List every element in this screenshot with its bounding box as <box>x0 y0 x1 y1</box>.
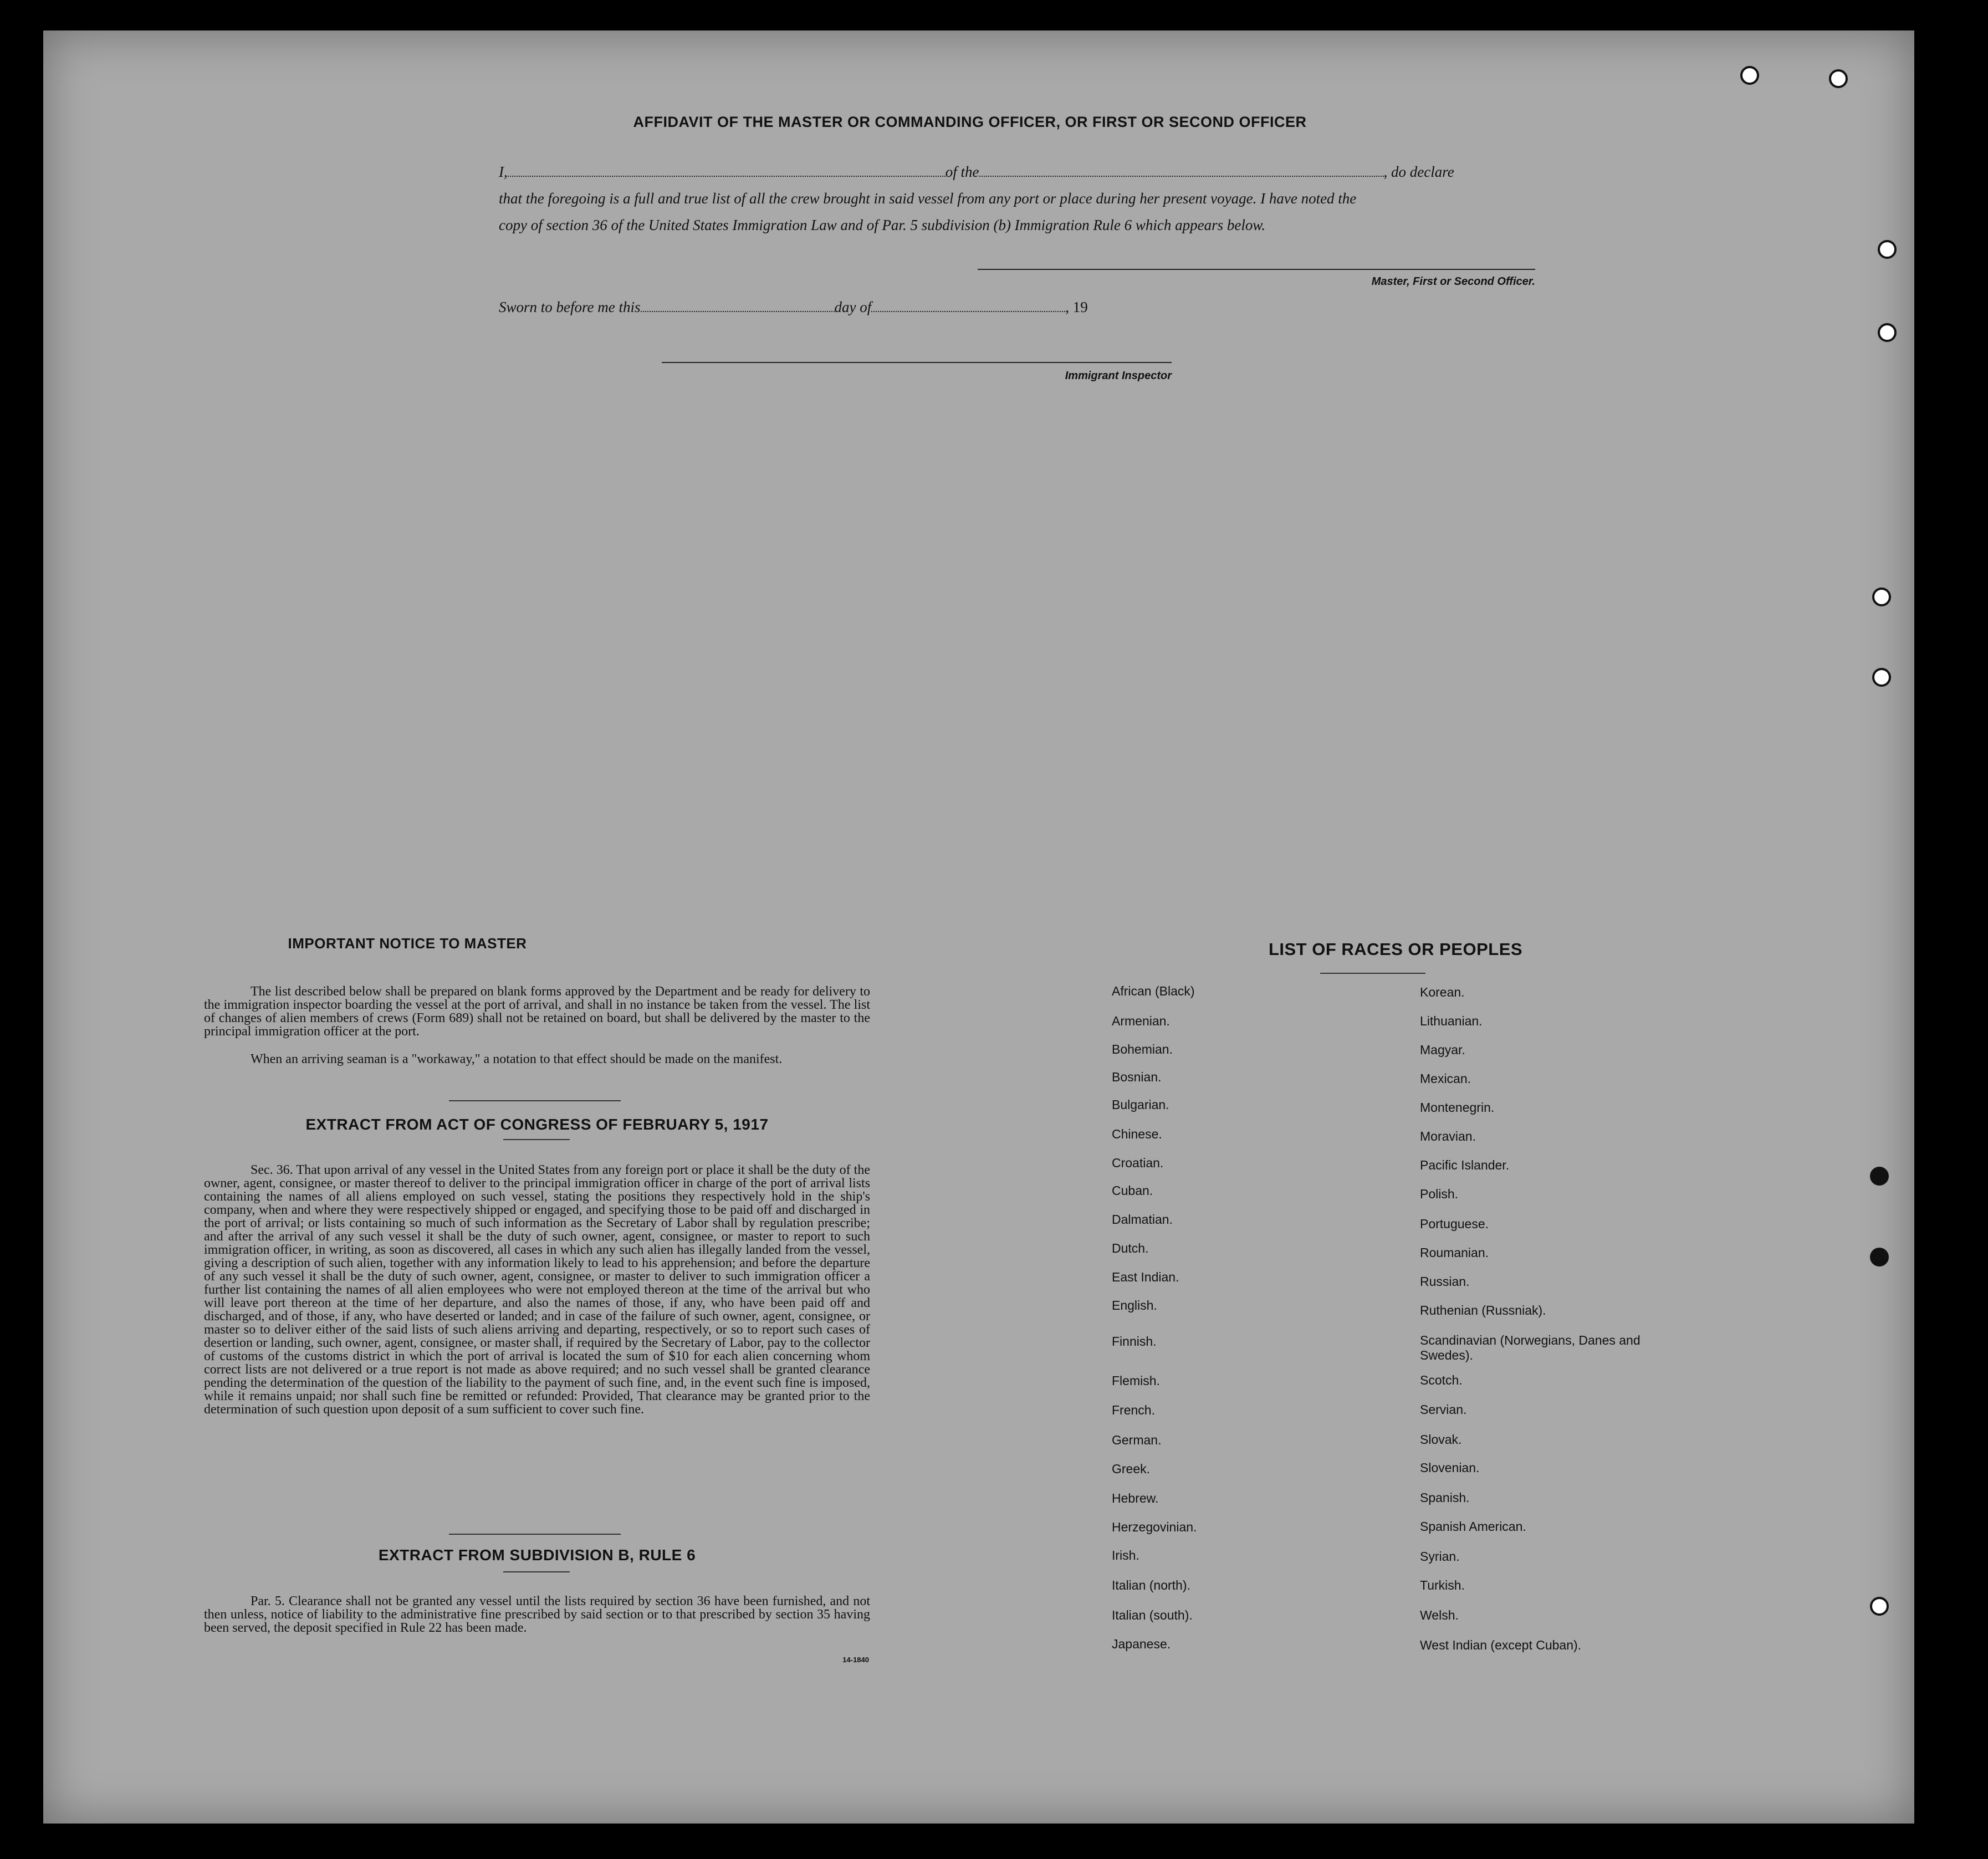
manifest-sheet <box>43 30 1914 1824</box>
race-right-7: Polish. <box>1420 1187 1459 1201</box>
sworn-month-field[interactable] <box>871 310 1065 312</box>
binder-hole <box>1829 69 1848 88</box>
race-left-13: Flemish. <box>1112 1373 1160 1388</box>
vessel-name-field[interactable] <box>979 175 1384 177</box>
race-left-7: Cuban. <box>1112 1183 1153 1198</box>
race-left-4: Bulgarian. <box>1112 1097 1169 1112</box>
race-left-9: Dutch. <box>1112 1241 1149 1255</box>
day-of-label: day of <box>834 299 872 315</box>
race-left-21: Italian (south). <box>1112 1608 1193 1622</box>
form-number: 14-1840 <box>842 1656 869 1664</box>
sworn-label: Sworn to before me this <box>499 299 641 315</box>
binder-hole <box>1870 1248 1889 1266</box>
master-signature-line[interactable] <box>978 269 1535 270</box>
master-signature-label: Master, First or Second Officer. <box>1371 275 1535 288</box>
race-left-14: French. <box>1112 1403 1155 1417</box>
race-left-0: African (Black) <box>1112 984 1195 998</box>
divider <box>1320 973 1425 974</box>
race-left-17: Hebrew. <box>1112 1491 1159 1505</box>
affidavit-of-the-label: of the <box>945 164 979 180</box>
affidavit-line-2: that the foregoing is a full and true list of all the crew brought in said vessel from any port or place during her present voyage. I have noted the <box>499 190 1357 207</box>
race-left-20: Italian (north). <box>1112 1578 1190 1592</box>
race-right-0: Korean. <box>1420 985 1465 999</box>
year-label: , 19 <box>1065 299 1088 315</box>
race-left-22: Japanese. <box>1112 1637 1171 1651</box>
race-left-2: Bohemian. <box>1112 1042 1173 1056</box>
divider <box>449 1534 621 1535</box>
race-right-5: Moravian. <box>1420 1129 1476 1143</box>
binder-hole <box>1872 588 1891 606</box>
divider <box>503 1571 570 1572</box>
race-left-18: Herzegovinian. <box>1112 1520 1197 1534</box>
notice-paragraph-1: The list described below shall be prepared on blank forms approved by the Department and be ready for delivery to the immigration inspector boarding the vessel at the port of arrival, and shall in no instance be taken from the vessel. The list of changes of alien members of crews (Form 689) shall not be retained on board, but shall be delivered by the master to the principal immigration officer at the port. <box>204 984 870 1039</box>
race-right-6: Pacific Islander. <box>1420 1158 1510 1172</box>
binder-hole <box>1870 1597 1889 1616</box>
race-right-2: Magyar. <box>1420 1043 1465 1057</box>
race-right-10: Russian. <box>1420 1274 1470 1289</box>
binder-hole <box>1740 66 1759 85</box>
binder-hole <box>1878 323 1897 342</box>
binder-hole <box>1872 668 1891 687</box>
rule-extract-heading: EXTRACT FROM SUBDIVISION B, RULE 6 <box>378 1546 696 1564</box>
inspector-signature-label: Immigrant Inspector <box>1065 370 1172 382</box>
binder-hole <box>1878 240 1897 259</box>
affidavit-heading: AFFIDAVIT OF THE MASTER OR COMMANDING OFFICER, OR FIRST OR SECOND OFFICER <box>633 114 1307 130</box>
race-right-3: Mexican. <box>1420 1071 1471 1086</box>
affidavit-line-3: copy of section 36 of the United States Immigration Law and of Par. 5 subdivision (b) Immigration Rule 6 which appears below. <box>499 217 1266 233</box>
sworn-line <box>499 299 1219 316</box>
race-right-18: Spanish American. <box>1420 1519 1526 1534</box>
affidavit-i-label: I, <box>499 164 508 180</box>
divider <box>449 1100 621 1101</box>
rule-extract-text: Par. 5. Clearance shall not be granted any vessel until the lists required by section 36 have been furnished, and not then unless, notice of liability to the administrative fine prescribed by said section or to that prescribed by section 35 having been served, the deposit specified in Rule 22 has been made. <box>204 1594 870 1635</box>
sworn-day-field[interactable] <box>641 310 835 312</box>
inspector-signature-line[interactable] <box>662 362 1172 363</box>
master-name-field[interactable] <box>508 175 946 177</box>
act-extract-text: Sec. 36. That upon arrival of any vessel in the United States from any foreign port or place it shall be the duty of the owner, agent, consignee, or master thereof to deliver to the principal immigration officer in charge of the port of arrival lists containing the names of all aliens employed on such vessel, stating the positions they respectively hold in the ship's company, when and where they were respectively shipped or engaged, and specifying those to be paid off and discharged in the port of arrival; or lists containing so much of such information as the Secretary of Labor shall by regulation prescribe; and after the arrival of any such vessel it shall be the duty of such owner, agent, consignee, or master to report to such immigration officer, in writing, as soon as discovered, all cases in which any such alien has illegally landed from the vessel, giving a description of such alien, together with any information likely to lead to his apprehension; and before the departure of any such vessel it shall be the duty of such owner, agent, consignee, or master to deliver to such immigration officer a further list containing the names of all alien employees who were not employed thereon at the time of the arrival but who will leave port thereon at the time of her departure, and also the names of those, if any, who have been paid off and discharged, and of those, if any, who have deserted or landed; and in case of the failure of such owner, agent, consignee, or master so to deliver either of the said lists of such aliens arriving and departing, respectively, or so to report such cases of desertion or landing, such owner, agent, consignee, or master shall, if required by the Secretary of Labor, pay to the collector of customs of the customs district in which the port of arrival is located the sum of $10 for each alien concerning whom correct lists are not delivered or a true report is not made as above required; and no such vessel shall be granted clearance pending the determination of the question of the liability to the payment of such fine, and, in the event such fine is imposed, while it remains unpaid; nor shall such fine be remitted or refunded: Provided, That clearance may be granted prior to the determination of such question upon deposit of a sum sufficient to cover such fine. <box>204 1163 870 1417</box>
race-right-21: Welsh. <box>1420 1608 1459 1622</box>
race-left-8: Dalmatian. <box>1112 1212 1173 1227</box>
race-right-11: Ruthenian (Russniak). <box>1420 1303 1546 1317</box>
divider <box>503 1139 570 1140</box>
race-right-14: Servian. <box>1420 1402 1467 1417</box>
race-left-5: Chinese. <box>1112 1127 1162 1141</box>
race-left-12: Finnish. <box>1112 1334 1157 1349</box>
race-left-10: East Indian. <box>1112 1270 1179 1284</box>
race-right-4: Montenegrin. <box>1420 1100 1495 1115</box>
race-left-6: Croatian. <box>1112 1156 1164 1170</box>
race-right-15: Slovak. <box>1420 1432 1462 1447</box>
binder-hole <box>1870 1167 1889 1186</box>
race-right-13: Scotch. <box>1420 1373 1463 1387</box>
affidavit-declare-label: , do declare <box>1383 164 1454 180</box>
race-right-12: Scandinavian (Norwegians, Danes and Swedes). <box>1420 1333 1641 1362</box>
race-right-17: Spanish. <box>1420 1490 1470 1505</box>
race-left-15: German. <box>1112 1433 1162 1447</box>
race-right-9: Roumanian. <box>1420 1245 1489 1260</box>
notice-paragraph-2: When an arriving seaman is a "workaway," a notation to that effect should be made on the manifest. <box>251 1052 783 1066</box>
race-right-16: Slovenian. <box>1420 1460 1480 1475</box>
race-left-1: Armenian. <box>1112 1014 1170 1028</box>
race-right-20: Turkish. <box>1420 1578 1465 1592</box>
race-right-22: West Indian (except Cuban). <box>1420 1638 1582 1652</box>
race-right-1: Lithuanian. <box>1420 1014 1483 1028</box>
race-right-8: Portuguese. <box>1420 1217 1489 1231</box>
races-heading: LIST OF RACES OR PEOPLES <box>1268 939 1523 959</box>
act-extract-heading: EXTRACT FROM ACT OF CONGRESS OF FEBRUARY 5, 1917 <box>305 1116 769 1133</box>
notice-heading: IMPORTANT NOTICE TO MASTER <box>288 935 527 952</box>
affidavit-line-1 <box>499 164 1535 181</box>
race-left-11: English. <box>1112 1298 1157 1312</box>
race-right-19: Syrian. <box>1420 1549 1460 1564</box>
race-left-19: Irish. <box>1112 1548 1139 1562</box>
race-left-16: Greek. <box>1112 1462 1151 1476</box>
race-left-3: Bosnian. <box>1112 1070 1162 1084</box>
